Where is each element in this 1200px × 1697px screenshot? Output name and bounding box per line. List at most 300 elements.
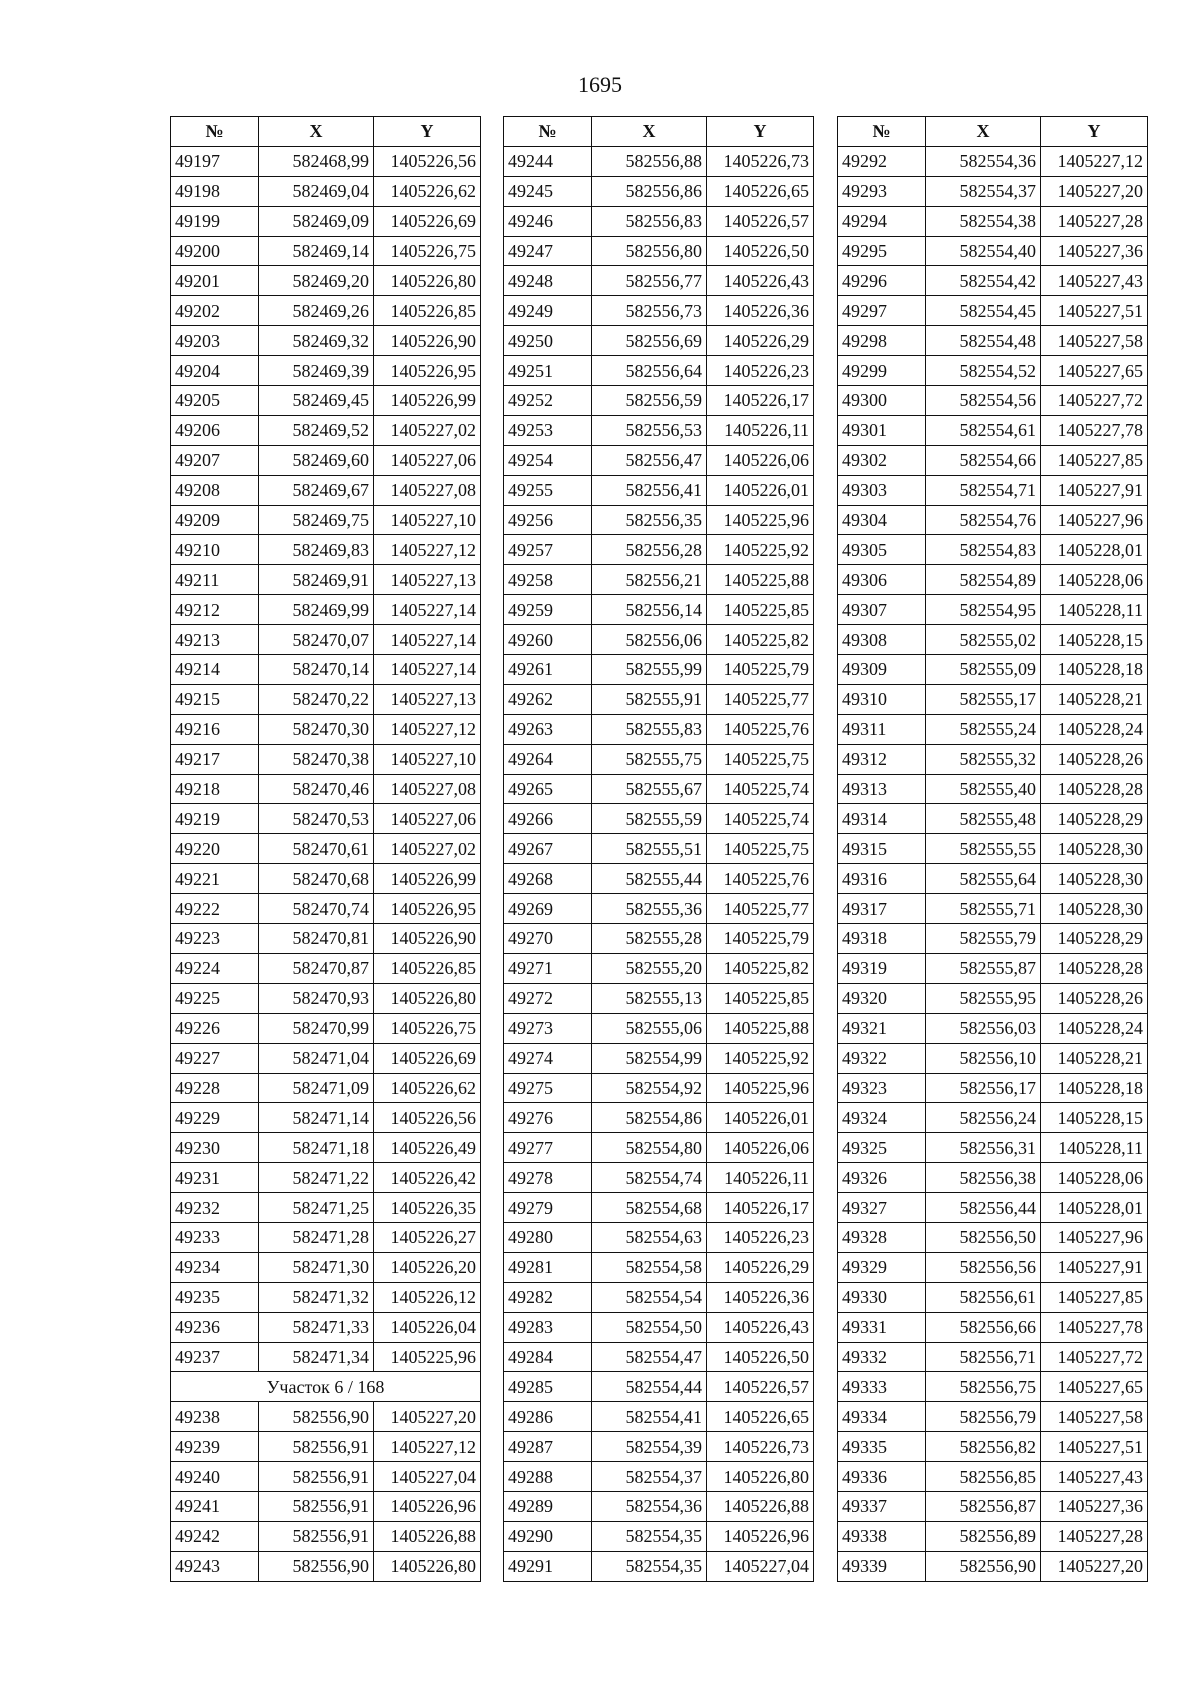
table-row [171,176,481,206]
table-row [838,1282,1148,1312]
table-row [171,1222,481,1252]
table-row [504,864,814,894]
y-coordinate: 1405225,85 [707,983,814,1013]
table-row [838,326,1148,356]
table-row [504,834,814,864]
table-row [504,1133,814,1163]
x-coordinate: 582554,68 [592,1193,707,1223]
y-coordinate: 1405226,06 [707,1133,814,1163]
point-number: 49324 [838,1103,926,1133]
x-coordinate: 582556,53 [592,415,707,445]
header-x: X [926,117,1041,147]
y-coordinate: 1405225,74 [707,804,814,834]
table-row [171,1491,481,1521]
point-number: 49319 [838,953,926,983]
x-coordinate: 582555,95 [926,983,1041,1013]
y-coordinate: 1405228,15 [1041,1103,1148,1133]
table-row [171,655,481,685]
y-coordinate: 1405227,28 [1041,206,1148,236]
y-coordinate: 1405226,80 [707,1462,814,1492]
table-row [504,1043,814,1073]
x-coordinate: 582556,71 [926,1342,1041,1372]
point-number: 49235 [171,1282,259,1312]
x-coordinate: 582471,18 [259,1133,374,1163]
point-number: 49239 [171,1432,259,1462]
x-coordinate: 582554,95 [926,595,1041,625]
point-number: 49337 [838,1491,926,1521]
point-number: 49209 [171,505,259,535]
point-number: 49201 [171,266,259,296]
x-coordinate: 582555,71 [926,894,1041,924]
header-y: Y [1041,117,1148,147]
point-number: 49262 [504,684,592,714]
point-number: 49206 [171,415,259,445]
table-row [504,1521,814,1551]
y-coordinate: 1405228,11 [1041,1133,1148,1163]
point-number: 49225 [171,983,259,1013]
point-number: 49245 [504,176,592,206]
y-coordinate: 1405226,62 [374,1073,481,1103]
y-coordinate: 1405226,57 [707,1372,814,1402]
point-number: 49310 [838,684,926,714]
y-coordinate: 1405226,96 [374,1491,481,1521]
y-coordinate: 1405227,72 [1041,386,1148,416]
point-number: 49230 [171,1133,259,1163]
x-coordinate: 582471,04 [259,1043,374,1073]
x-coordinate: 582556,90 [259,1402,374,1432]
point-number: 49226 [171,1013,259,1043]
y-coordinate: 1405226,90 [374,924,481,954]
point-number: 49247 [504,236,592,266]
table-row [504,595,814,625]
table-row [171,445,481,475]
point-number: 49315 [838,834,926,864]
y-coordinate: 1405227,43 [1041,266,1148,296]
y-coordinate: 1405227,96 [1041,505,1148,535]
table-row [838,266,1148,296]
x-coordinate: 582556,06 [592,625,707,655]
y-coordinate: 1405227,51 [1041,1432,1148,1462]
x-coordinate: 582469,09 [259,206,374,236]
point-number: 49314 [838,804,926,834]
x-coordinate: 582554,89 [926,565,1041,595]
x-coordinate: 582556,82 [926,1432,1041,1462]
point-number: 49332 [838,1342,926,1372]
y-coordinate: 1405228,06 [1041,1163,1148,1193]
y-coordinate: 1405226,96 [707,1521,814,1551]
y-coordinate: 1405225,96 [707,1073,814,1103]
y-coordinate: 1405225,92 [707,535,814,565]
point-number: 49236 [171,1312,259,1342]
x-coordinate: 582555,91 [592,684,707,714]
x-coordinate: 582471,33 [259,1312,374,1342]
x-coordinate: 582555,13 [592,983,707,1013]
y-coordinate: 1405226,01 [707,475,814,505]
y-coordinate: 1405228,29 [1041,804,1148,834]
table-row [171,1521,481,1551]
y-coordinate: 1405225,74 [707,774,814,804]
x-coordinate: 582470,30 [259,714,374,744]
x-coordinate: 582554,47 [592,1342,707,1372]
x-coordinate: 582554,37 [926,176,1041,206]
table-row [504,236,814,266]
table-row [171,356,481,386]
x-coordinate: 582556,91 [259,1432,374,1462]
table-row [838,1312,1148,1342]
x-coordinate: 582554,41 [592,1402,707,1432]
y-coordinate: 1405228,21 [1041,1043,1148,1073]
table-row [838,774,1148,804]
point-number: 49303 [838,475,926,505]
x-coordinate: 582469,20 [259,266,374,296]
point-number: 49336 [838,1462,926,1492]
y-coordinate: 1405226,27 [374,1222,481,1252]
x-coordinate: 582470,87 [259,953,374,983]
y-coordinate: 1405227,65 [1041,356,1148,386]
point-number: 49298 [838,326,926,356]
point-number: 49287 [504,1432,592,1462]
point-number: 49228 [171,1073,259,1103]
point-number: 49200 [171,236,259,266]
x-coordinate: 582554,52 [926,356,1041,386]
y-coordinate: 1405228,29 [1041,924,1148,954]
table-row [838,655,1148,685]
table-row [838,236,1148,266]
point-number: 49293 [838,176,926,206]
y-coordinate: 1405226,99 [374,386,481,416]
table-row [838,1252,1148,1282]
y-coordinate: 1405227,08 [374,774,481,804]
table-row [504,1372,814,1402]
x-coordinate: 582470,07 [259,625,374,655]
header-x: X [592,117,707,147]
point-number: 49242 [171,1521,259,1551]
x-coordinate: 582555,59 [592,804,707,834]
table-row [504,1193,814,1223]
point-number: 49251 [504,356,592,386]
x-coordinate: 582470,14 [259,655,374,685]
table-row [171,834,481,864]
table-row [504,744,814,774]
point-number: 49233 [171,1222,259,1252]
table-row [838,1462,1148,1492]
point-number: 49308 [838,625,926,655]
y-coordinate: 1405226,88 [707,1491,814,1521]
x-coordinate: 582556,28 [592,535,707,565]
x-coordinate: 582556,75 [926,1372,1041,1402]
x-coordinate: 582556,87 [926,1491,1041,1521]
x-coordinate: 582554,35 [592,1521,707,1551]
x-coordinate: 582470,22 [259,684,374,714]
point-number: 49273 [504,1013,592,1043]
table-row [171,1462,481,1492]
y-coordinate: 1405225,75 [707,744,814,774]
x-coordinate: 582469,39 [259,356,374,386]
table-row [171,595,481,625]
x-coordinate: 582554,66 [926,445,1041,475]
point-number: 49203 [171,326,259,356]
table-row [838,1163,1148,1193]
y-coordinate: 1405225,79 [707,924,814,954]
y-coordinate: 1405226,80 [374,266,481,296]
point-number: 49240 [171,1462,259,1492]
x-coordinate: 582555,51 [592,834,707,864]
table-row [504,804,814,834]
x-coordinate: 582556,83 [592,206,707,236]
table-row [504,1402,814,1432]
y-coordinate: 1405226,29 [707,326,814,356]
y-coordinate: 1405227,58 [1041,326,1148,356]
y-coordinate: 1405226,56 [374,146,481,176]
table-row [171,1133,481,1163]
table-row [171,296,481,326]
x-coordinate: 582555,48 [926,804,1041,834]
y-coordinate: 1405228,30 [1041,834,1148,864]
table-header-row [171,117,481,147]
point-number: 49238 [171,1402,259,1432]
point-number: 49205 [171,386,259,416]
point-number: 49243 [171,1551,259,1581]
table-row [838,146,1148,176]
table-row [171,266,481,296]
point-number: 49213 [171,625,259,655]
y-coordinate: 1405228,18 [1041,1073,1148,1103]
point-number: 49282 [504,1282,592,1312]
y-coordinate: 1405226,01 [707,1103,814,1133]
table-row [171,1043,481,1073]
y-coordinate: 1405226,80 [374,983,481,1013]
x-coordinate: 582554,86 [592,1103,707,1133]
point-number: 49266 [504,804,592,834]
table-row [504,714,814,744]
point-number: 49256 [504,505,592,535]
point-number: 49267 [504,834,592,864]
y-coordinate: 1405226,80 [374,1551,481,1581]
table-row [838,386,1148,416]
y-coordinate: 1405225,92 [707,1043,814,1073]
table-row [171,535,481,565]
x-coordinate: 582469,99 [259,595,374,625]
y-coordinate: 1405226,06 [707,445,814,475]
point-number: 49272 [504,983,592,1013]
point-number: 49198 [171,176,259,206]
x-coordinate: 582555,79 [926,924,1041,954]
x-coordinate: 582555,24 [926,714,1041,744]
point-number: 49307 [838,595,926,625]
table-row [171,475,481,505]
point-number: 49334 [838,1402,926,1432]
table-row [838,625,1148,655]
x-coordinate: 582554,56 [926,386,1041,416]
point-number: 49218 [171,774,259,804]
table-row [171,415,481,445]
y-coordinate: 1405226,99 [374,864,481,894]
point-number: 49316 [838,864,926,894]
x-coordinate: 582554,50 [592,1312,707,1342]
y-coordinate: 1405225,82 [707,625,814,655]
y-coordinate: 1405227,85 [1041,1282,1148,1312]
x-coordinate: 582555,64 [926,864,1041,894]
y-coordinate: 1405225,79 [707,655,814,685]
x-coordinate: 582554,39 [592,1432,707,1462]
x-coordinate: 582555,36 [592,894,707,924]
x-coordinate: 582470,93 [259,983,374,1013]
table-row [504,1013,814,1043]
x-coordinate: 582554,36 [926,146,1041,176]
table-row [171,1342,481,1372]
y-coordinate: 1405226,12 [374,1282,481,1312]
table-row [171,1312,481,1342]
point-number: 49244 [504,146,592,176]
y-coordinate: 1405228,24 [1041,714,1148,744]
point-number: 49246 [504,206,592,236]
point-number: 49257 [504,535,592,565]
point-number: 49309 [838,655,926,685]
y-coordinate: 1405225,76 [707,864,814,894]
y-coordinate: 1405228,01 [1041,1193,1148,1223]
y-coordinate: 1405228,28 [1041,953,1148,983]
point-number: 49299 [838,356,926,386]
x-coordinate: 582556,89 [926,1521,1041,1551]
point-number: 49283 [504,1312,592,1342]
y-coordinate: 1405226,43 [707,266,814,296]
y-coordinate: 1405225,96 [374,1342,481,1372]
y-coordinate: 1405228,28 [1041,774,1148,804]
y-coordinate: 1405225,88 [707,1013,814,1043]
x-coordinate: 582554,42 [926,266,1041,296]
table-row [838,714,1148,744]
x-coordinate: 582554,35 [592,1551,707,1581]
point-number: 49219 [171,804,259,834]
section-row [171,1372,481,1402]
x-coordinate: 582554,99 [592,1043,707,1073]
x-coordinate: 582556,90 [259,1551,374,1581]
table-row [838,1193,1148,1223]
table-row [838,206,1148,236]
x-coordinate: 582554,37 [592,1462,707,1492]
table-row [504,1342,814,1372]
x-coordinate: 582470,99 [259,1013,374,1043]
x-coordinate: 582554,58 [592,1252,707,1282]
x-coordinate: 582555,06 [592,1013,707,1043]
point-number: 49285 [504,1372,592,1402]
y-coordinate: 1405225,77 [707,684,814,714]
table-row [838,595,1148,625]
y-coordinate: 1405226,04 [374,1312,481,1342]
y-coordinate: 1405225,88 [707,565,814,595]
x-coordinate: 582556,90 [926,1551,1041,1581]
x-coordinate: 582556,59 [592,386,707,416]
x-coordinate: 582556,38 [926,1163,1041,1193]
table-row [171,1282,481,1312]
table-row [504,1222,814,1252]
table-row [504,176,814,206]
x-coordinate: 582555,99 [592,655,707,685]
y-coordinate: 1405226,20 [374,1252,481,1282]
x-coordinate: 582471,28 [259,1222,374,1252]
point-number: 49284 [504,1342,592,1372]
table-row [171,1551,481,1581]
table-row [838,1402,1148,1432]
x-coordinate: 582556,21 [592,565,707,595]
point-number: 49269 [504,894,592,924]
x-coordinate: 582555,32 [926,744,1041,774]
x-coordinate: 582556,56 [926,1252,1041,1282]
y-coordinate: 1405226,50 [707,236,814,266]
table-row [504,1073,814,1103]
x-coordinate: 582556,10 [926,1043,1041,1073]
point-number: 49259 [504,595,592,625]
x-coordinate: 582471,25 [259,1193,374,1223]
y-coordinate: 1405226,17 [707,1193,814,1223]
table-row [171,1252,481,1282]
point-number: 49216 [171,714,259,744]
table-row [838,1133,1148,1163]
point-number: 49305 [838,535,926,565]
x-coordinate: 582470,61 [259,834,374,864]
table-row [504,505,814,535]
header-y: Y [707,117,814,147]
point-number: 49222 [171,894,259,924]
y-coordinate: 1405225,96 [707,505,814,535]
x-coordinate: 582554,76 [926,505,1041,535]
table-row [838,1551,1148,1581]
x-coordinate: 582554,83 [926,535,1041,565]
point-number: 49327 [838,1193,926,1223]
point-number: 49302 [838,445,926,475]
point-number: 49322 [838,1043,926,1073]
y-coordinate: 1405227,06 [374,804,481,834]
point-number: 49328 [838,1222,926,1252]
point-number: 49210 [171,535,259,565]
y-coordinate: 1405227,12 [374,1432,481,1462]
table-row [838,1073,1148,1103]
y-coordinate: 1405227,13 [374,684,481,714]
coordinates-table-right [837,116,1148,1582]
header-number: № [838,117,926,147]
y-coordinate: 1405226,75 [374,236,481,266]
table-row [504,445,814,475]
point-number: 49241 [171,1491,259,1521]
point-number: 49306 [838,565,926,595]
table-row [171,1432,481,1462]
y-coordinate: 1405227,12 [1041,146,1148,176]
table-row [838,1521,1148,1551]
table-row [171,1193,481,1223]
table-row [171,1103,481,1133]
point-number: 49211 [171,565,259,595]
point-number: 49276 [504,1103,592,1133]
point-number: 49197 [171,146,259,176]
y-coordinate: 1405227,10 [374,505,481,535]
x-coordinate: 582556,41 [592,475,707,505]
x-coordinate: 582469,26 [259,296,374,326]
table-row [838,864,1148,894]
point-number: 49254 [504,445,592,475]
point-number: 49270 [504,924,592,954]
point-number: 49288 [504,1462,592,1492]
x-coordinate: 582554,80 [592,1133,707,1163]
point-number: 49217 [171,744,259,774]
y-coordinate: 1405226,85 [374,296,481,326]
coordinates-table-middle [503,116,814,1582]
x-coordinate: 582554,45 [926,296,1041,326]
table-row [504,983,814,1013]
x-coordinate: 582471,09 [259,1073,374,1103]
x-coordinate: 582555,55 [926,834,1041,864]
x-coordinate: 582556,77 [592,266,707,296]
point-number: 49321 [838,1013,926,1043]
